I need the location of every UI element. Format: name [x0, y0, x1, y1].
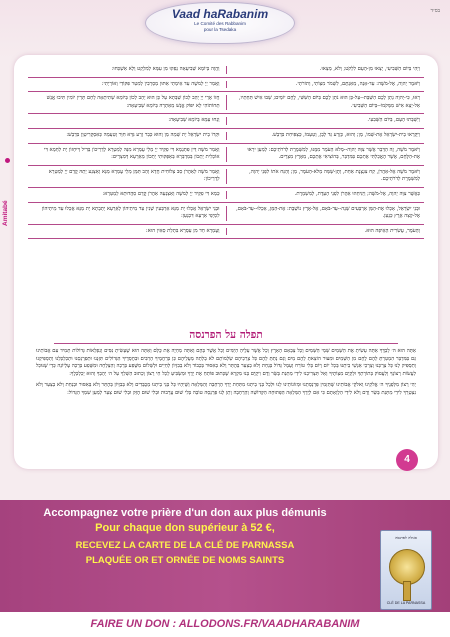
- verse-row: [28, 92, 424, 114]
- verse-row: [28, 166, 424, 188]
- verse-hebrew: וַיְהִי בַּיּוֹם הַשְּׁבִיעִי, יָצְאוּ מִן-הָעָם לִלְקֹט; וְלֹא, מָצָאוּ.: [319, 66, 420, 72]
- bsd-mark: בס״ד: [430, 8, 440, 14]
- verse-aramaic: וַאֲמַר משֶׁה לְאַהֲרֹן סַב צְלוֹחִית חֲדָא וְהַב תַּמָּן מְלֵי עֻמְרָא מַנָּא וְאַצְנַע יָתֵהּ קֳדָם יְיָ לְמַטְּרָא לְדָרֵיכוֹן:: [28, 169, 227, 184]
- verse-aramaic: וּקְרוֹ בֵית יִשְׂרָאֵל יָת שְׁמֵהּ מַן וְהוּא כְּבַר זְרַע גִּדָּא חִוָּר וְטַעְמֵהּ כְּאִסְקְרִיטָוָן בִּדְבָשׁ:: [28, 132, 227, 140]
- verse-row: [28, 188, 424, 203]
- prayer-divider: [54, 343, 398, 344]
- card-header: סגולה לפרנסה: [395, 535, 417, 540]
- verse-hebrew: וַיֹּאמֶר מֹשֶׁה אֶל-אַהֲרֹן, קַח צִנְצֶנֶת אַחַת, וְתֶן-שָׁמָּה מְלֹא-הָעֹמֶר, מָן; וְהַנַּח אֹתוֹ לִפְנֵי יְהוָה, לְמִשְׁמֶרֶת לְדֹרֹתֵיכֶם.: [249, 168, 420, 183]
- verse-aramaic: כְּמָא דִּי פַקֵּיד יְיָ לְמשֶׁה וְאַצְנְעֵהּ אַהֲרֹן קֳדָם סַהֲדוּתָא לְמַטְּרָא:: [28, 191, 227, 199]
- verse-aramaic: וְנָחוּ עַמָּא בְּיוֹמָא שְׁבִיעָאָה:: [28, 117, 227, 125]
- verse-row: [28, 129, 424, 144]
- verse-row: [28, 63, 424, 78]
- page-number-badge: 4: [396, 449, 418, 471]
- promo-line-2: Pour chaque don supérieur à 52 €,: [95, 522, 275, 534]
- verse-hebrew: וְהָעֹמֶר, עֲשִׂרִית הָאֵיפָה הוּא.: [364, 227, 420, 234]
- verse-row: [28, 114, 424, 129]
- verse-row: [28, 203, 424, 225]
- text-panel: [14, 55, 438, 469]
- side-brand: Amitabé: [2, 200, 9, 226]
- prayer-paragraph: אַתָּה הוּא ה׳ לְבַדֶּךָ אַתָּה עָשִׂיתָ אֶת הַשָּׁמַיִם שְׁמֵי הַשָּׁמַיִם וְכָל צְבָאָם הָאָרֶץ וְכָל אֲשֶׁר עָלֶיהָ הַיַּמִּים וְכָל אֲשֶׁר בָּהֶם וְאַתָּה מְחַיֶּה אֶת כֻּלָּם וְאַתָּה הוּא שֶׁעָשִׂיתָ נִסִּים וְנִפְלָאוֹת גְּדוֹלוֹת תָּמִיד עִם אֲבוֹתֵינוּ גַּם בַּמִּדְבָּר הִמְטַרְתָּ לָהֶם לֶחֶם מִן הַשָּׁמַיִם וּמִצּוּר הוֹצֵאתָ לָהֶם מַיִם וְגַם נָתַתָּ לָהֶם כָּל צָרְכֵיהֶם שַׂלְמוֹתָם לֹא בָלְתָה מֵעֲלֵיהֶם כֵּן בְּרַחֲמֶיךָ הָרַבִּים וּבַחֲסָדֶיךָ הַגְּדוֹלִים תִּזָּנֵנוּ וּתְפַרְנְסֵנוּ וּתְכַלְכְּלֵנוּ וְתַסְפִּיקֵנוּ וְתַסְפִּיק לָנוּ כָּל צָרְכֵּנוּ וְצָרְכֵי אַנְשֵׁי בֵיתֵנוּ בְּכָל יוֹם וָיוֹם בְּלִי טוֹרַח וְעָמָל גָּדוֹל בְּנַחַת וְלֹא בְצַעַר בְּהֶתֵּר וְלֹא בְאִסּוּר בְּכָבוֹד וְלֹא בְבִזָּיוֹן לְחַיִּים וּלְשָׁלוֹם מִשֶּׁפַע בְּרָכָה וְהַצְלָחָה וּמִשֶּׁפַע בְּרֵכָה עֶלְיוֹנָה כְּדֵי שֶׁנּוּכַל לַעֲשׂוֹת רְצוֹנְךָ וְלַעֲסוֹק בְּתוֹרָתְךָ וּלְקַיֵּם מִצְוֹתֶיךָ וְאַל תַּצְרִיכֵנוּ לִידֵי מַתְּנַת בָּשָׂר וָדָם וִיקֻיַּם בָּנוּ מִקְרָא שֶׁכָּתוּב פּוֹתֵחַ אֶת יָדֶךָ וּמַשְׂבִּיעַ לְכָל חַי רָצוֹן וְכָתוּב הַשְׁלֵךְ עַל ה׳ יְהָבְךָ וְהוּא יְכַלְכְּלֶךָ:: [36, 348, 416, 378]
- side-dot-icon: [5, 158, 10, 163]
- promo-line-4: PLAQUÉE OR ET ORNÉE DE NOMS SAINTS: [85, 555, 285, 566]
- verse-aramaic: וַאֲמַר משֶׁה דֵּין פִּתְגָמָא דִּי פַקֵּיד יְיָ מְלֵי עֻמְרָא מִנֵּהּ לְמַטְּרָא לְדָרֵיכוֹן בְּדִיל דְּיִחְזוֹן יָת לַחְמָא דִּי אוֹכֵלִית יָתְכוֹן בְּמַדְבְּרָא בְּאַפָּקוּתִי יָתְכוֹן מֵאַרְעָא דְּמִצְרָיִם:: [28, 147, 227, 162]
- verse-row: [28, 225, 424, 240]
- prayer-body: [36, 348, 416, 400]
- logo-subtitle-2: pour la Tsedaka: [203, 26, 237, 32]
- promo-line-1: Accompagnez votre prière d'un don aux plus démunis: [43, 507, 327, 519]
- verse-table: [28, 63, 424, 239]
- verse-hebrew: וַיִּשְׁבְּתוּ הָעָם, בַּיּוֹם הַשְּׁבִעִי.: [367, 117, 420, 124]
- card-label: CLÉ DE LA PARNASSA: [386, 601, 426, 605]
- key-icon: [389, 549, 425, 585]
- promo-banner: [0, 500, 450, 612]
- verse-row: [28, 78, 424, 93]
- verse-hebrew: רְאוּ, כִּי-יְהוָה נָתַן לָכֶם הַשַּׁבָּת--עַל-כֵּן הוּא נֹתֵן לָכֶם בַּיּוֹם הַשִּׁשִּׁי, לֶחֶם יוֹמָיִם; שְׁבוּ אִישׁ תַּחְתָּיו, אַל-יֵצֵא אִישׁ מִמְּקֹמוֹ--בַּיּוֹם הַשְּׁבִיעִי.: [239, 95, 420, 109]
- donate-link[interactable]: FAIRE UN DON : ALLODONS.FR/VAADHARABANIM: [0, 612, 450, 637]
- verse-hebrew: וּבְנֵי יִשְׂרָאֵל, אָכְלוּ אֶת-הַמָּן אַרְבָּעִים שָׁנָה--עַד-בֹּאָם, אֶל-אֶרֶץ נוֹשָׁבֶת: אֶת-הַמָּן, אָכְלוּ--עַד-בֹּאָם, אֶל-קְצֵה אֶרֶץ כְּנָעַן.: [236, 205, 420, 220]
- verse-aramaic: וּבְנֵי יִשְׂרָאֵל אֲכָלוּ יָת מַנָּא אַרְבְּעִין שְׁנִין עַד מֵיתֵיהוֹן לְאַרְעָא יָתְבָתָא יָת מַנָּא אֲכָלוּ עַד מֵיתֵיהוֹן לִסְיָפֵי אַרְעָא דִּכְנָעַן:: [28, 206, 227, 221]
- verse-hebrew: וַיֹּאמֶר מֹשֶׁה, זֶה הַדָּבָר אֲשֶׁר צִוָּה יְהוָה--מְלֹא הָעֹמֶר מִמֶּנּוּ, לְמִשְׁמֶרֶת לְדֹרֹתֵיכֶם: לְמַעַן יִרְאוּ אֶת-הַלֶּחֶם, אֲשֶׁר הֶאֱכַלְתִּי אֶתְכֶם בַּמִּדְבָּר, בְּהוֹצִיאִי אֶתְכֶם, מֵאֶרֶץ מִצְרָיִם.: [247, 146, 420, 161]
- verse-aramaic: חֲזוֹ אֲרֵי יְיָ יְהַב לְכוֹן שַׁבְּתָא עַל כֵּן הוּא יָהֵב לְכוֹן בְּיוֹמָא שְׁתִיתָאָה לְחֵם תְּרֵין יוֹמִין תִּיבוּ אֱנָשׁ תְּחוֹתוֹהִי לָא יִפּוֹק אֱנָשׁ מֵאַתְרֵהּ בְּיוֹמָא שְׁבִיעָאָה:: [28, 95, 227, 110]
- parnassa-key-card: [380, 530, 432, 610]
- verse-aramaic: וַהֲוָה בְּיוֹמָא שְׁבִיעָאָה נְפַקוּ מִן עַמָּא לְמִלְקַט וְלָא אַשְׁכַּחוּ:: [28, 66, 227, 74]
- promo-line-3: RECEVEZ LA CARTE DE LA CLÉ DE PARNASSA: [75, 540, 295, 551]
- prayer-title: תפלה על הפרנסה: [189, 329, 263, 341]
- verse-aramaic: וְעֻמְרָא חַד מִן עַסְרָא בִּתְלַת סְאִין הוּא:: [28, 228, 227, 236]
- prayer-paragraph: יְהִי רָצוֹן מִלְּפָנֶיךָ ה׳ אֱלֹקֵינוּ וֵאלֹקֵי אֲבוֹתֵינוּ שֶׁתַּזְמִין פַּרְנָסָתֵנוּ וּמְזוֹנוֹתֵינוּ לָנוּ וּלְכָל בְּנֵי בֵיתֵנוּ מִתַּחַת יָדְךָ הָרְחָבָה וְהַמְּלֵאָה וְשֶׁיִּהְיוּ כָּל בְּנֵי בֵיתֵנוּ מְכֻבָּדִים וְלֹא בְּבִזָּיוֹן בְּהֶתֵּר וְלֹא בְּאִסּוּר וּבְנַחַת וְלֹא בְצַעַר וְלֹא נִצְטָרֵךְ לִידֵי מַתְּנַת בָּשָׂר וָדָם וְלֹא לִידֵי הַלְוָאָתָם כִּי אִם לְיָדְךָ הַמְּלֵאָה הַפְּתוּחָה הַקְּדוֹשָׁה וְהָרְחָבָה וְתֵן לָנוּ פַּרְנָסָה טוֹבָה בְּלִי שׁוּם עֲרָבוּת וּבְלִי שׁוּם הֶזֵּק וּבְלִי שׁוּם צַעַר לְמַעַן שִׁמְךָ הַגָּדוֹל:: [36, 381, 416, 396]
- vaad-harabanim-logo: [145, 2, 295, 44]
- verse-hebrew: וַיִּקְרְאוּ בֵית-יִשְׂרָאֵל אֶת-שְׁמוֹ, מָן; וְהוּא, כְּזֶרַע גַּד לָבָן, וְטַעְמוֹ, כְּצַפִּיחִת בִּדְבָשׁ.: [271, 131, 420, 138]
- verse-hebrew: וַיֹּאמֶר יְהוָה, אֶל-מֹשֶׁה: עַד-אָנָה, מֵאַנְתֶּם, לִשְׁמֹר מִצְוֹתַי, וְתוֹרֹתָי.: [295, 80, 420, 87]
- logo-subtitle-1: Le Comité des Rabbanim: [194, 21, 246, 26]
- logo-title: Vaad haRabanim: [171, 7, 269, 21]
- verse-hebrew: כַּאֲשֶׁר צִוָּה יְהוָה, אֶל-מֹשֶׁה; וַיַּנִּיחֵהוּ אַהֲרֹן לִפְנֵי הָעֵדֻת, לְמִשְׁמָרֶת.: [294, 190, 420, 197]
- key-shaft-icon: [403, 581, 411, 601]
- verse-row: [28, 144, 424, 166]
- verse-aramaic: וַאֲמַר יְיָ לְמשֶׁה עַד אֵימָתַי אַתּוּן מְסָרְבִין לְמִטַּר פִּקּוֹדַי וְאוֹרָיָתִי:: [28, 81, 227, 89]
